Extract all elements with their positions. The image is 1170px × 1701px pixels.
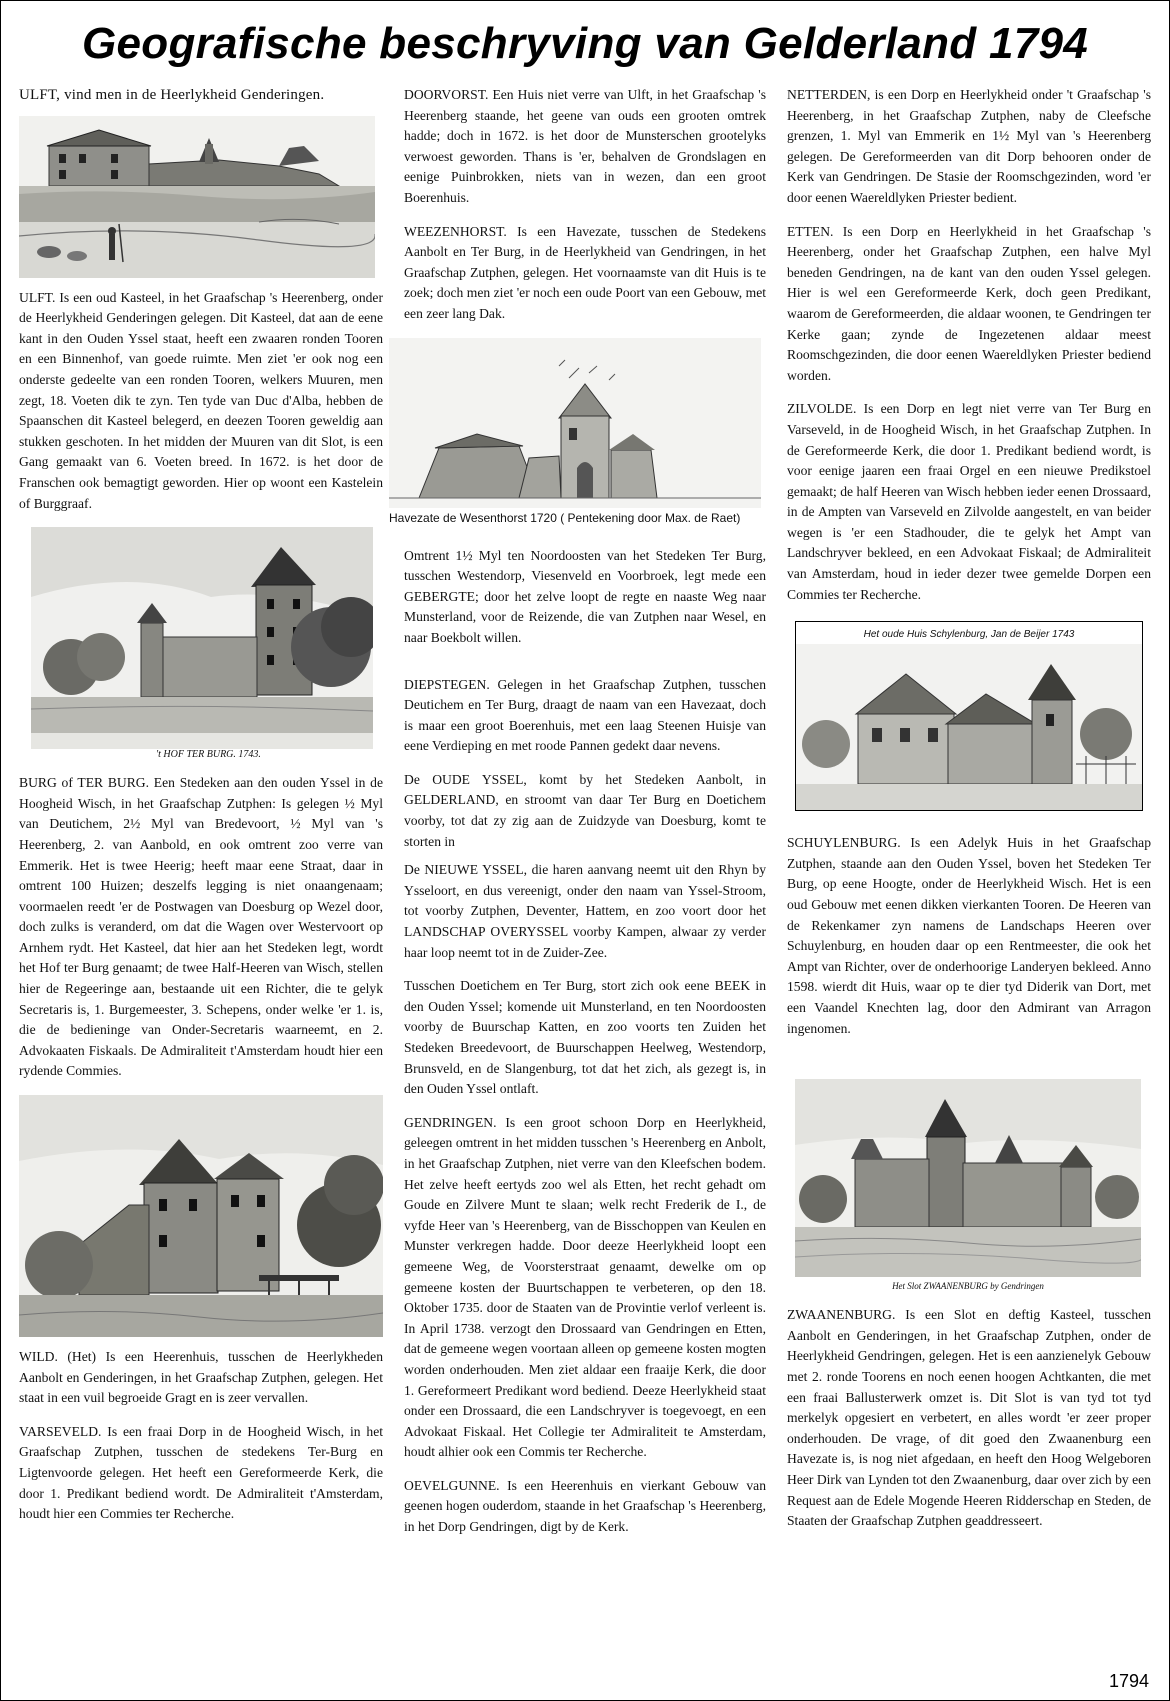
doorvorst-text: DOORVORST. Een Huis niet verre van Ulft, in het Graafschap 's Heerenberg staande, het geene van ouds een grooten omtrek hadde; doch in 1672. is het door de Munsterschen grootelyks verwoest geworden. Thans is 'er, behalven de Grondslagen en eenige Puinbrokken, niets van in wezen, dan een groot Boerenhuis. [404, 87, 766, 205]
zwaanenburg-text: ZWAANENBURG. Is een Slot en deftig Kasteel, tusschen Aanbolt en Genderingen, in het Graafschap Zutphen, onder de Heerlykheid Gendringen, gelegen. Het is een aanzienelyk Gebouw met 2. ronde Toorens en noch eenen hoogen Achtkanten, die met een fraai Ballusterwerk omzet is. Dit Slot is van tyd tot tyd merkelyk opgesiert en verbetert, en alles wordt 'er zeer proper onderhouden. De vrage, of dit goed den Zwaanenburg een Havezate is, is nog niet afgedaan, en heeft den Hoog Welgeboren Heer Dirk van Lynden tot den Zwaanenburg, daar over zich by een Request aan de Edele Mogende Heeren Ridderschap en Steden, de Staaten der Graafschap Zutphen geaddresseert. [787, 1307, 1151, 1529]
column-left [19, 85, 383, 1538]
ulft-engraving [19, 116, 383, 278]
page-title: Geografische beschryving van Gelderland 1794 [81, 19, 1089, 68]
hof-ter-burg-illustration [31, 527, 373, 749]
wesenhorst-caption: Havezate de Wesenthorst 1720 ( Pentekening door Max. de Raet) [389, 510, 741, 525]
nieuwe-yssel-text: De NIEUWE YSSEL, die haren aanvang neemt uit den Rhyn by Ysseloort, en dus vereenigt, onder den naam van Yssel-Stroom, tot voorby Zutphen, Deventer, Hattem, en zoo voort door het LANDSCHAP OVERYSSEL voorby Kampen, alwaar zy verder haar loop neemt tot in de Zuider-Zee. [404, 862, 766, 960]
zwaanenburg-caption: Het Slot ZWAANENBURG by Gendringen [892, 1281, 1044, 1292]
wild-house-illustration [19, 1095, 383, 1337]
schylenburg-figure [795, 621, 1143, 811]
column-middle [389, 85, 766, 1551]
wesenhorst-figure [389, 338, 761, 526]
weezenhorst-text: WEEZENHORST. Is een Havezate, tusschen de Stedekens Aanbolt en Ter Burg, in de Heerlykheid van Gendringen, in het Graafschap Zutphen, gelegen. Het voornaamste van dit Huis is te zoek; doch men ziet 'er noch een oude Poort van een Gebouw, met een zeer lang Dak. [404, 223, 766, 321]
ulft-heading: ULFT, vind men in de Heerlykheid Genderingen. [19, 87, 325, 103]
ulft-castle-illustration [19, 116, 375, 278]
etten-text: ETTEN. Is een Dorp en Heerlykheid in het Graafschap 's Heerenberg, onder het Graafschap Zutphen, een halve Myl beneden Gendringen, na de kant van den ouden Yssel gelegen. Hier is wel een Gereformeerde Kerk, doch geen Predikant, waarom de Gereformeerden, die aldaar woonen, te Gendringen ter Kerke gaan; zynde de Ingezetenen aldaar meest Roomschgezinden, die door eenen Waereldlyken Priester bediend worden. [787, 223, 1151, 383]
netterden-text: NETTERDEN, is een Dorp en Heerlykheid onder 't Graafschap 's Heerenberg, in het Graafschap Zutphen, naby de Cleefsche grenzen, 1. Myl van Emmerik en 1½ Myl van 's Heerenberg gelegen. De Gereformeerden van dit Dorp behooren onder de Kerk van Gendringen. De Stasie der Roomschgezinden, word 'er door eenen Waereldlyken Priester bedient. [787, 87, 1151, 205]
gendringen-text: GENDRINGEN. Is een groot schoon Dorp en Heerlykheid, geleegen omtrent in het midden tusschen 's Heerenberg en Anbolt, in het Graafschap Zutphen, niet verre van den Kleefschen bodem. Het zelve heeft eertyds zoo wel als Etten, het recht gehadt om Goude en Zilvere Munt te slaan; welk recht Frederik de I., de vyfde Heer van 's Heerenberg, van de Bisschoppen van Keulen en Munster verkregen hadde. Door deeze Heerlykheid loopt een gemeene Weg, de Voorsterstraat genaamt, dewelke om op gemeene kosten der Buurtschappen te verbeteren, op den 18. Oktober 1735. door de Staaten van de Provintie verlof verleent is. In April 1738. verzogt den Drossaard van Gendringen en Etten, dat de gemeene wegen voortaan alleen op gemeene kosten mogten worden onderhouden. Men ziet aldaar een fraaije Kerk, die door 1. Gereformeert Predikant word bediend. Deeze Heerlykheid staat onder een Drossaard, die een Landschryver is toegevoegt, en een Advokaat Fiskaal. Het Collegie ter Admiraliteit te Amsterdam, houdt alhier ook een Commis ter Recherche. [404, 1114, 766, 1460]
wild-engraving [19, 1095, 383, 1337]
schuylenburg-text: SCHUYLENBURG. Is een Adelyk Huis in het Graafschap Zutphen, staande aan den Ouden Yssel, boven het Stedeken Ter Burg, op eene Hoogte, onder de Heerlykheid Wisch. Het is een oud Gebouw met eenen dikken vierkanten Tooren. De Heeren van de Rekenkamer zyn namens de Landschaps Heeren over Schuylenburg, en houden daar op een Rentmeester, die ook het Ampt van Richter, over de onderhoorige Landeryen bekleed. Anno 1598. wierdt dit Huis, waar op te dier tyd Diderik van Dort, met een Vaandel Knechten lag, door den Admirant van Arragon ingenomen. [787, 835, 1151, 1036]
schylenburg-illustration [796, 644, 1142, 810]
hof-ter-burg-engraving [31, 527, 373, 763]
oevelgunne-text: OEVELGUNNE. Is een Heerenhuis en vierkant Gebouw van geenen hogen ouderdom, staande in het Graafschap 's Heerenberg, in het Dorp Gendringen, digt by de Kerk. [404, 1477, 766, 1535]
page-number: 1794 [1108, 1671, 1149, 1691]
zwaanenburg-figure [795, 1079, 1141, 1295]
diepstegen-text: DIEPSTEGEN. Gelegen in het Graafschap Zutphen, tusschen Deutichem en Ter Burg, draagt de naam van een Havezaat, doch is maar een groot Boerenhuis, met een laag Steenen Huisje van eene Verdieping en met roode Pannen gedekt daar nevens. [404, 676, 766, 754]
zwaanenburg-illustration [795, 1079, 1141, 1277]
gebergte-text: Omtrent 1½ Myl ten Noordoosten van het Stedeken Ter Burg, tusschen Westendorp, Viesenveld en Voorbroek, legt mede een GEBERGTE; door het zelve loopt de regte en naaste Weg naar Munsterland, voor de Reizende, die van Zutphen naar Wesel, en naar Boekbolt willen. [404, 547, 766, 645]
burg-text: BURG of TER BURG. Een Stedeken aan den ouden Yssel in de Hoogheid Wisch, in het Graafschap Zutphen: Is gelegen ½ Myl van Deutichem, 2½ Myl van Bredevoort, ½ Myl van 's Heerenberg, 2. van Aanbold, en ook omtrent zoo verre van Emmerik. Het is twee Heerig; heeft maar eene Straat, daar in omtrent 100 Huizen; deszelfs legging is niet onaangenaam; voormaelen reedt 'er de Postwagen van Doesburg op Wezel door, doch zulks is veranderd, om dat die Wagen over Westervoort op Arnhem rydt. Het Kasteel, dat hier aan het Stedeken legt, wordt het Hof ter Burg genaamt; de twee Half-Heeren van Wisch, stellen hier de Regeeringe aan, bestaande uit een Richter, die te gelyk Secretaris is, 1. Burgemeester, 3. Schepens, onder welke 'er 1. is, die de bedieninge van Onder-Secretaris waarneemt, en 2. Advokaaten Fiskaals. De Admiraliteit t'Amsterdam houdt hier een rydende Commies. [19, 775, 383, 1079]
column-right [787, 85, 1151, 1545]
ulft-text: ULFT. Is een oud Kasteel, in het Graafschap 's Heerenberg, onder de Heerlykheid Genderingen gelegen. Dit Kasteel, dat aan de eene kant in den Ouden Yssel staat, heeft een zwaaren ronden Tooren en een Binnenhof, van goede ruimte. Men ziet 'er ook nog een onderste gedeelte van een ronden Tooren, welkers Muuren, men zegt, 18. Voeten dik te zyn. Ten tyde van Duc d'Alba, hebben de Spaanschen dit Kasteel belegerd, en deezen Tooren geweldig aan stukken geschoten. In het midden der Muuren van dit Slot, is een Gang gemaakt van 6. Voeten breed. In 1672. is het door de Franschen ook bemagtigt geworden. Hier op woont een Kastelein of Burggraaf. [19, 289, 383, 511]
oude-yssel-text: De OUDE YSSEL, komt by het Stedeken Aanbolt, in GELDERLAND, en stroomt van daar Ter Burg en Doetichem voorby, tot dat zy zig aan de Zuidzyde van Doesburg, komt te storten in [404, 771, 766, 849]
hof-ter-burg-caption: 't HOF TER BURG. 1743. [156, 749, 261, 761]
varseveld-text: VARSEVELD. Is een fraai Dorp in de Hoogheid Wisch, in het Graafschap Zutphen, tusschen de stedekens Ter-Burg en Ligtenvoorde gelegen. Het heeft een Gereformeerde Kerk, die door 1. Predikant bediend wordt. De Admiraliteit t'Amsterdam, houdt hier een Commies ter Recherche. [19, 1423, 383, 1522]
wesenhorst-illustration [389, 338, 761, 508]
wild-text: WILD. (Het) Is een Heerenhuis, tusschen de Heerlykheden Aanbolt en Genderingen, in het Graafschap Zutphen, gelegen. Het staat in een vuil begroeide Gragt en is zeer vervallen. [19, 1349, 383, 1406]
zilvolde-text: ZILVOLDE. Is een Dorp en legt niet verre van Ter Burg en Varseveld, in de Hoogheid Wisch, in het Graafschap Zutphen. In de Gereformeerde Kerk, die door 1. Predikant bediend wordt, is voor eenige jaaren een fraai Orgel en een nieuwe Predikstoel gemaakt; de half Heeren van Wisch hebben ieder eenen Drossaard, in de Ampten van Varseveld en Zilvolde aangestelt, en van beider wegen is 'er een Stadhouder, die te gelyk het Ampt van Landschryver bekleed, en een Advokaat Fiskaal; de Admiraliteit van Amsterdam, houd in ieder dezer twee gemelde Dorpen een Commies ter Recherche. [787, 401, 1151, 602]
beek-text: Tusschen Doetichem en Ter Burg, stort zich ook eene BEEK in den Ouden Yssel; komende uit Munsterland, en ten Noordoosten voorby de Buurschap Katten, en zoo voorts ten Zuiden het Stedeken Breedevoort, de Buurschappen Heelweg, Westendorp, Brunsveld, en de Slangenburg, tot dat het zich, als gezegt is, in den Ouden Yssel ontlaft. [404, 978, 766, 1097]
schylenburg-caption: Het oude Huis Schylenburg, Jan de Beijer 1743 [863, 629, 1075, 641]
